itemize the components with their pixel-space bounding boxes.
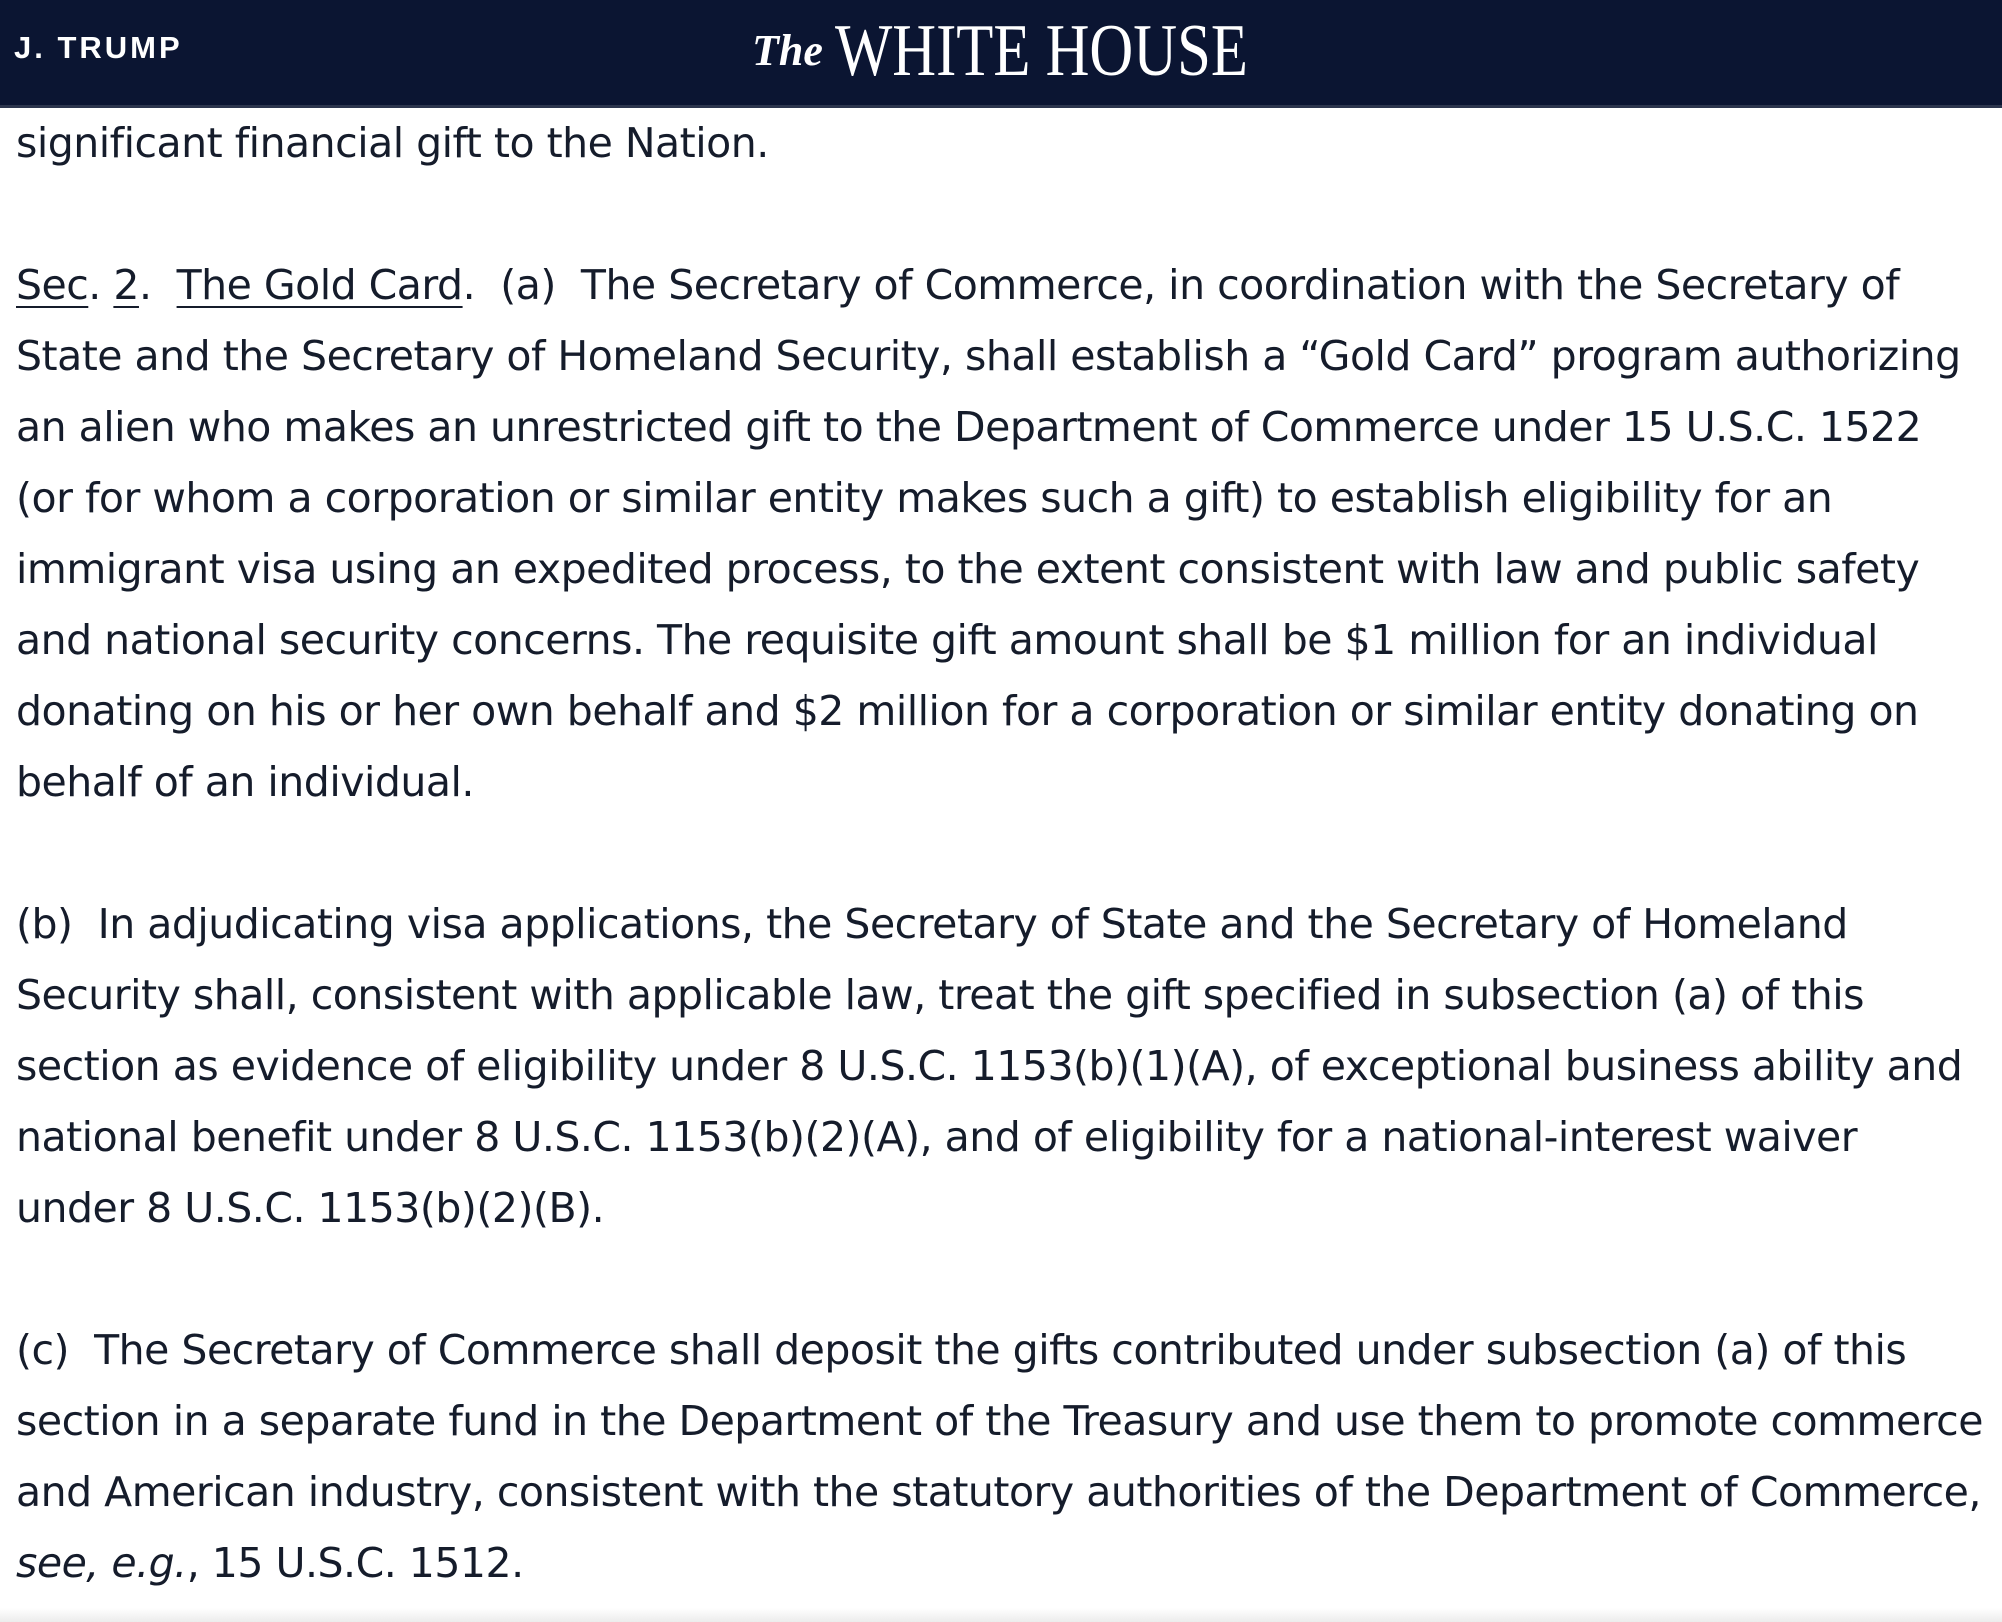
bottom-edge-shadow [0, 1608, 2002, 1622]
site-header [0, 0, 2002, 108]
subsection-b-paragraph [16, 889, 1986, 1244]
citation-signal: see, e.g. [16, 1539, 187, 1587]
section-2-paragraph-a: Sec. 2. The Gold Card. (a) The Secretary of Commerce, in coordination with the Secretary of State and the Secretary of Homeland Security, shall establish a “Gold Card” program authorizing an alien who makes an unrestricted gift to the Department of Commerce under 15 U.S.C. 1522 (or for whom a corporation or similar entity makes such a gift) to establish eligibility for an immigrant visa using an expedited process, to the extent consistent with law and public safety and national security concerns. The requisite gift amount shall be $1 million for an individual donating on his or her own behalf and $2 million for a corporation or similar entity donating on behalf of an individual. [16, 261, 1961, 806]
president-name-link[interactable]: J. TRUMP [14, 30, 183, 65]
citation-tail: , 15 U.S.C. 1512. [186, 1539, 524, 1587]
document-body [16, 108, 1986, 1599]
subsection-c-label: (c) [16, 1326, 70, 1374]
logo-the-text: The [752, 26, 823, 76]
section-label: Sec [16, 261, 89, 309]
subsection-b-label: (b) [16, 900, 73, 948]
section-heading: The Gold Card [176, 261, 463, 309]
subsection-a-text: The Secretary of Commerce, in coordination with the Secretary of State and the Secretary of Homeland Security, shall establish a “Gold Card” program authorizing an alien who makes an unrestricted gift to the Department of Commerce under 15 U.S.C. 1522 (or for whom a corporation or similar entity makes such a gift) to establish eligibility for an immigrant visa using an expedited process, to the extent consistent with law and public safety and national security concerns. The requisite gift amount shall be $1 million for an individual donating on his or her own behalf and $2 million for a corporation or similar entity donating on behalf of an individual. [16, 261, 1961, 806]
subsection-c-paragraph [16, 1315, 1986, 1599]
logo-title-text: WHITE HOUSE [834, 10, 1248, 93]
subsection-a-label: (a) [500, 261, 556, 309]
white-house-logo[interactable] [752, 6, 1262, 96]
intro-paragraph-tail: significant financial gift to the Nation. [16, 119, 769, 167]
subsection-b-text: In adjudicating visa applications, the Secretary of State and the Secretary of Homeland Security shall, consistent with applicable law, treat the gift specified in subsection (a) of this section as evidence of eligibility under 8 U.S.C. 1153(b)(1)(A), of exceptional business ability and national benefit under 8 U.S.C. 1153(b)(2)(A), and of eligibility for a national-interest waiver under 8 U.S.C. 1153(b)(2)(B). [16, 900, 1963, 1232]
section-number: 2 [113, 261, 139, 309]
subsection-c-text: The Secretary of Commerce shall deposit the gifts contributed under subsection (a) of this section in a separate fund in the Department of the Treasury and use them to promote commerce and American industry, consistent with the statutory authorities of the Department of Commerce, [16, 1326, 1983, 1516]
